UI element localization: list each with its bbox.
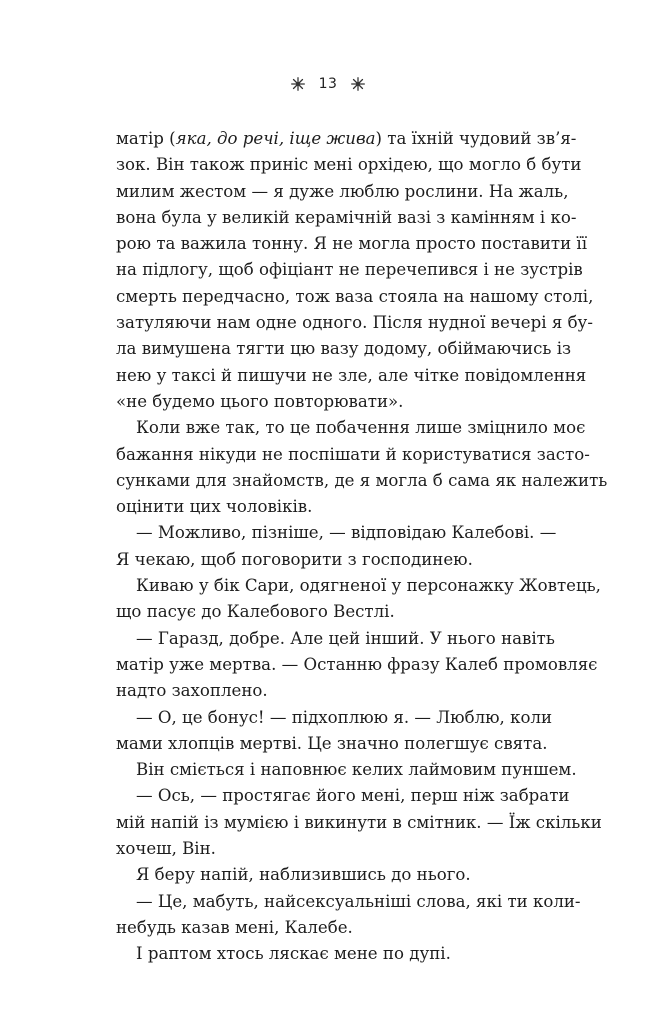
text-line: — Гаразд, добре. Але цей інший. У нього навіть: [136, 628, 555, 648]
text-line: надто захоплено.: [116, 681, 268, 701]
text-segment: матір (: [116, 129, 176, 148]
text-line: мами хлопців мертві. Це значно полегшує свята.: [116, 733, 548, 753]
text-line: вона була у великій керамічній вазі з камінням і ко-: [116, 207, 577, 227]
text-line: Киваю у бік Сари, одягненої у персонажку Жовтець,: [136, 576, 601, 596]
text-line: смерть передчасно, тож ваза стояла на нашому столі,: [116, 286, 594, 306]
text-line: Він сміється і наповнює келих лаймовим пуншем.: [136, 760, 577, 780]
text-line: рою та важила тонну. Я не могла просто поставити її: [116, 234, 588, 254]
text-line: сунками для знайомств, де я могла б сама як належить: [116, 470, 608, 490]
text-line: — Можливо, пізніше, — відповідаю Калебові. —: [136, 523, 557, 543]
text-line: милим жестом — я дуже люблю рослини. На жаль,: [116, 181, 569, 201]
italic-text-segment: яка, до речі, іще жива: [175, 129, 376, 148]
text-line: ла вимушена тягти цю вазу додому, обіймаючись із: [116, 339, 572, 359]
text-line: матір уже мертва. — Останню фразу Калеб промовляє: [116, 654, 598, 674]
text-line: — Ось, — простягає його мені, перш ніж забрати: [136, 786, 570, 806]
text-line: оцінити цих чоловіків.: [116, 497, 313, 517]
text-line: [116, 126, 577, 152]
text-line: мій напій із мумією і викинути в смітник. — Їж скільки: [116, 812, 602, 832]
text-line: бажання нікуди не поспішати й користуватися засто-: [116, 444, 590, 464]
text-line: хочеш, Він.: [116, 839, 216, 859]
text-line: І раптом хтось ляскає мене по дупі.: [136, 944, 451, 964]
text-line: — Це, мабуть, найсексуальніші слова, які ти коли-: [136, 891, 581, 911]
text-line: на підлогу, щоб офіціант не перечепився і не зустрів: [116, 260, 583, 280]
page-header: [0, 75, 656, 93]
text-line: Я чекаю, щоб поговорити з господинею.: [116, 549, 473, 569]
text-line: небудь казав мені, Калебе.: [116, 917, 353, 937]
page-number: 13: [318, 76, 338, 92]
text-line: зок. Він також приніс мені орхідею, що могло б бути: [116, 155, 582, 175]
text-line: — О, це бонус! — підхоплюю я. — Люблю, коли: [136, 707, 553, 727]
text-line: «не будемо цього повторювати».: [116, 391, 404, 411]
text-line: Коли вже так, то це побачення лише зміцнило моє: [136, 418, 586, 438]
asterisk-flower-icon: [349, 75, 367, 93]
body-text: [116, 126, 608, 968]
text-line: затуляючи нам одне одного. Після нудної вечері я бу-: [116, 313, 593, 333]
text-segment: ) та їхній чудовий зв’я-: [375, 129, 577, 148]
text-line: Я беру напій, наблизившись до нього.: [136, 865, 471, 885]
text-line: нею у таксі й пишучи не зле, але чітке повідомлення: [116, 365, 587, 385]
text-line: що пасує до Калебового Вестлі.: [116, 602, 395, 622]
asterisk-flower-icon: [289, 75, 307, 93]
